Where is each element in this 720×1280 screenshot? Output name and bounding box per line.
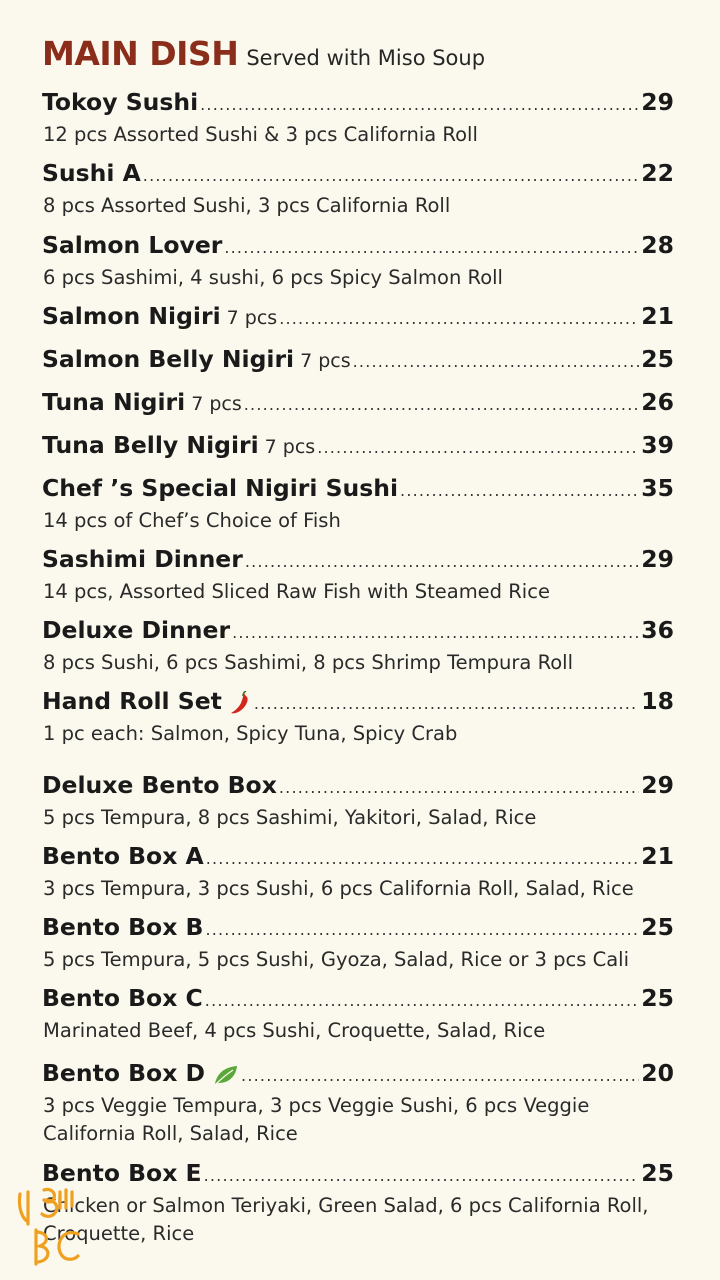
item-name: Salmon Lover [42, 231, 223, 259]
menu-item [42, 159, 674, 220]
dot-leader [206, 845, 640, 873]
item-description: 14 pcs of Chef’s Choice of Fish [43, 509, 341, 532]
item-name: Salmon Nigiri [42, 302, 221, 330]
item-quantity: 7 pcs [264, 436, 316, 458]
item-name: Sashimi Dinner [42, 545, 243, 573]
dot-leader [200, 91, 639, 119]
section-title: MAIN DISH [42, 34, 239, 73]
item-quantity: 7 pcs [226, 307, 278, 329]
item-name: Deluxe Dinner [42, 616, 231, 644]
item-price: 25 [641, 984, 674, 1012]
item-description: 5 pcs Tempura, 5 pcs Sushi, Gyoza, Salad, Rice or 3 pcs Cali [43, 948, 630, 971]
dot-leader [205, 916, 639, 944]
dot-leader [224, 234, 639, 262]
item-description: 8 pcs Sushi, 6 pcs Sashimi, 8 pcs Shrimp Tempura Roll [43, 651, 574, 674]
menu-item [42, 771, 674, 832]
item-price: 36 [641, 616, 674, 644]
item-name: Deluxe Bento Box [42, 771, 277, 799]
dot-leader [244, 391, 640, 419]
menu-item [42, 231, 674, 292]
dot-leader [204, 1162, 640, 1190]
item-description: 8 pcs Assorted Sushi, 3 pcs California Roll [43, 194, 451, 217]
menu-item [42, 545, 674, 606]
menu-item [42, 984, 674, 1045]
item-description: 14 pcs, Assorted Sliced Raw Fish with Steamed Rice [43, 580, 550, 603]
item-price: 25 [641, 1159, 674, 1187]
item-name: Chef ’s Special Nigiri Sushi [42, 474, 399, 502]
item-name: Bento Box A [42, 842, 204, 870]
menu-item [42, 431, 674, 462]
item-name: Bento Box C [42, 984, 203, 1012]
menu-item [42, 345, 674, 376]
item-price: 25 [641, 345, 674, 373]
item-price: 35 [641, 474, 674, 502]
item-name: Sushi A [42, 159, 141, 187]
dot-leader [245, 548, 639, 576]
leaf-icon [213, 1064, 239, 1086]
menu-item [42, 1059, 674, 1148]
item-price: 22 [641, 159, 674, 187]
menu-item [42, 842, 674, 903]
section-subtitle: Served with Miso Soup [246, 46, 486, 70]
item-price: 25 [641, 913, 674, 941]
item-price: 18 [641, 687, 674, 715]
menu-item [42, 388, 674, 419]
item-name: Bento Box B [42, 913, 204, 941]
item-description: Marinated Beef, 4 pcs Sushi, Croquette, Salad, Rice [43, 1019, 546, 1042]
item-price: 20 [641, 1059, 674, 1087]
item-description: 6 pcs Sashimi, 4 sushi, 6 pcs Spicy Salmon Roll [43, 266, 503, 289]
dot-leader [400, 477, 639, 505]
chili-pepper-icon [230, 691, 252, 715]
item-name: Salmon Belly Nigiri [42, 345, 295, 373]
dot-leader [241, 1062, 639, 1090]
item-name: Bento Box E [42, 1159, 202, 1187]
item-price: 28 [641, 231, 674, 259]
item-price: 29 [641, 545, 674, 573]
menu-item [42, 913, 674, 974]
item-name: Bento Box D [42, 1059, 206, 1087]
item-description: 12 pcs Assorted Sushi & 3 pcs California Roll [43, 123, 478, 146]
restaurant-logo-icon [16, 1186, 86, 1272]
item-quantity: 7 pcs [300, 350, 351, 372]
menu-item [42, 88, 674, 149]
item-description: 3 pcs Veggie Tempura, 3 pcs Veggie Sushi, 6 pcs Veggie California Roll, Salad, Rice [43, 1094, 590, 1145]
menu-item [42, 302, 674, 333]
item-description: 3 pcs Tempura, 3 pcs Sushi, 6 pcs California Roll, Salad, Rice [43, 877, 634, 900]
menu-item [42, 616, 674, 677]
item-name: Tokoy Sushi [42, 88, 199, 116]
dot-leader [279, 305, 639, 333]
item-price: 26 [641, 388, 674, 416]
dot-leader [205, 987, 640, 1015]
menu-item [42, 687, 674, 748]
item-quantity: 7 pcs [191, 393, 242, 415]
item-name: Tuna Nigiri [42, 388, 186, 416]
dot-leader [143, 162, 640, 190]
item-description: Chicken or Salmon Teriyaki, Green Salad, 6 pcs California Roll, Croquette, Rice [43, 1194, 649, 1245]
item-price: 21 [641, 842, 674, 870]
item-price: 29 [641, 771, 674, 799]
dot-leader [317, 434, 639, 462]
item-description: 1 pc each: Salmon, Spicy Tuna, Spicy Crab [43, 722, 458, 745]
item-name: Tuna Belly Nigiri [42, 431, 259, 459]
section-header [42, 34, 485, 73]
item-price: 39 [641, 431, 674, 459]
item-price: 21 [641, 302, 674, 330]
menu-item [42, 474, 674, 535]
menu-item [42, 1159, 674, 1248]
dot-leader [232, 619, 639, 647]
item-price: 29 [641, 88, 674, 116]
item-description: 5 pcs Tempura, 8 pcs Sashimi, Yakitori, Salad, Rice [43, 806, 537, 829]
item-name: Hand Roll Set [42, 687, 222, 715]
dot-leader [254, 690, 639, 718]
dot-leader [353, 348, 640, 376]
dot-leader [279, 774, 639, 802]
